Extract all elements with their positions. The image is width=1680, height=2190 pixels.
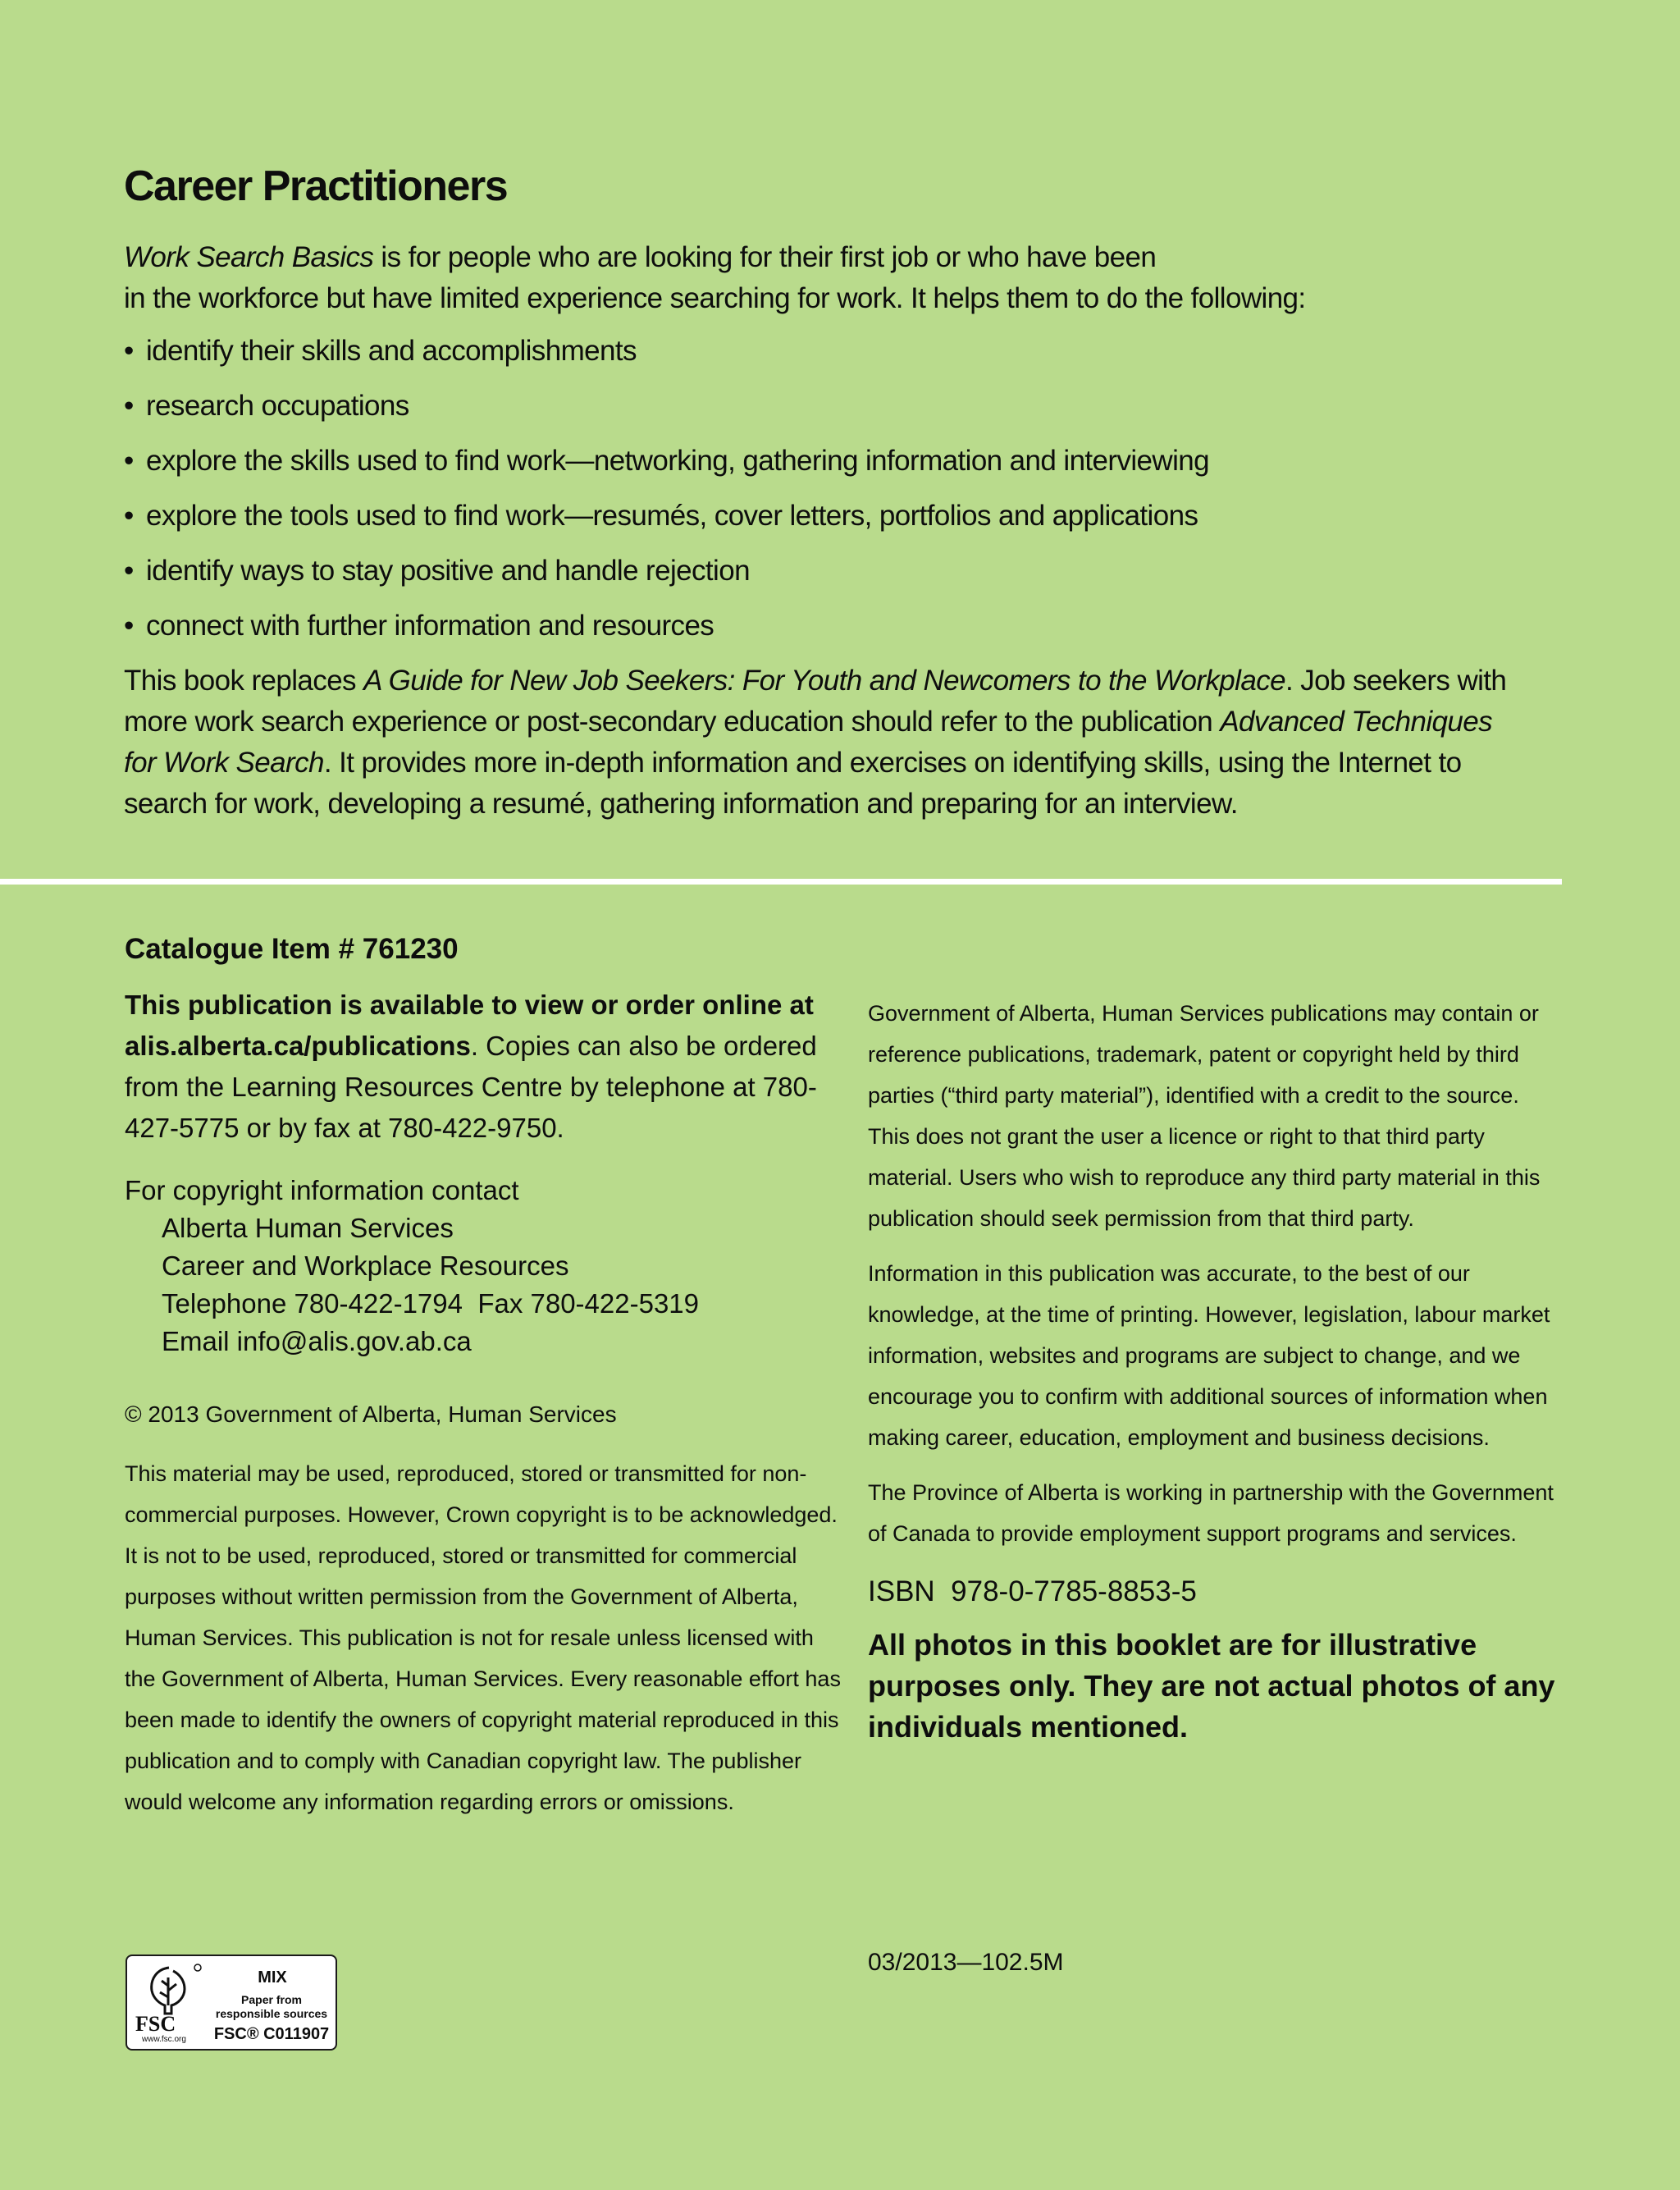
bullet-icon: • [124, 335, 134, 367]
print-code: 03/2013—102.5M [868, 1949, 1064, 1976]
replaces-text-2: . Job seekers with more work search experience or post-secondary education should refer to the publication [124, 665, 1507, 738]
advanced-book-title: Advanced Techniques for Work Search [124, 706, 1493, 779]
intro-line1: is for people who are looking for their first job or who have been [373, 241, 1157, 273]
partnership-paragraph: The Province of Alberta is working in partnership with the Government of Canada to provide employment support programs and services. [868, 1480, 1554, 1546]
bullet-icon: • [124, 500, 134, 532]
fsc-url: www.fsc.org [142, 2035, 186, 2044]
fsc-mix-label: MIX [258, 1968, 287, 1987]
fsc-wordmark: FSC [135, 2012, 176, 2036]
catalogue-item: Catalogue Item # 761230 [125, 933, 459, 965]
bullet-text: identify their skills and accomplishments [146, 335, 637, 367]
contact-line: Email info@alis.gov.ab.ca [162, 1326, 472, 1356]
fsc-paper-label: Paper from responsible sources [215, 1993, 328, 2020]
availability-rest: . Copies can also be ordered from the Learning Resources Centre by telephone at 780-427-5775 or by fax at 780-422-9750. [125, 1031, 817, 1143]
fsc-license-code: FSC® C011907 [213, 2025, 330, 2043]
material-usage-paragraph: This material may be used, reproduced, stored or transmitted for non-commercial purposes. However, Crown copyright is to be acknowledged. It is not to be used, reproduced, stored or transmitted for commercial purposes without written permission from the Government of Alberta, Human Services. This publication is not for resale unless licensed with the Government of Alberta, Human Services. Every reasonable effort has been made to identify the owners of copyright material reproduced in this publication and to comply with Canadian copyright law. The publisher would welcome any information regarding errors or omissions. [125, 1461, 841, 1814]
bullet-text: connect with further information and resources [146, 610, 714, 642]
copyright-notice: © 2013 Government of Alberta, Human Services [125, 1401, 617, 1427]
contact-heading: For copyright information contact [125, 1175, 519, 1205]
bullet-item [124, 331, 1518, 372]
bullet-icon: • [124, 555, 134, 587]
isbn: ISBN 978-0-7785-8853-5 [868, 1575, 1197, 1607]
replaces-paragraph [124, 661, 1518, 825]
bullet-item [124, 551, 1518, 592]
bullet-text: explore the skills used to find work—networking, gathering information and interviewing [146, 445, 1210, 477]
bullet-item [124, 496, 1518, 537]
bullet-item [124, 441, 1518, 482]
bullet-icon: • [124, 610, 134, 642]
contact-line: Career and Workplace Resources [162, 1250, 569, 1281]
replaced-book-title: A Guide for New Job Seekers: For Youth and Newcomers to the Workplace [363, 665, 1285, 697]
intro-paragraph [124, 237, 1518, 319]
contact-line: Telephone 780-422-1794 Fax 780-422-5319 [162, 1288, 700, 1319]
section-title: Career Practitioners [124, 162, 508, 210]
third-party-paragraph: Government of Alberta, Human Services publications may contain or reference publications, trademark, patent or copyright held by third parties (“third party material”), identified with a credit to the source. This does not grant the user a licence or right to that third party material. Users who wish to reproduce any third party material in this publication should seek permission from that third party. [868, 1001, 1541, 1231]
bullet-item [124, 606, 1518, 647]
copyright-contact-block [125, 1172, 699, 1360]
book-title-italic: Work Search Basics [124, 241, 374, 273]
skills-bullet-list [124, 331, 1518, 647]
replaces-text-3: . It provides more in-depth information and exercises on identifying skills, using the Internet to search for work, developing a resumé, gathering information and preparing for an interview. [124, 747, 1462, 820]
availability-paragraph [125, 985, 847, 1149]
replaces-text-1: This book replaces [124, 665, 364, 697]
fsc-logo [126, 1955, 337, 2051]
bullet-text: identify ways to stay positive and handle rejection [146, 555, 750, 587]
accuracy-paragraph: Information in this publication was accurate, to the best of our knowledge, at the time of printing. However, legislation, labour market information, websites and programs are subject to change, and we encourage you to confirm with additional sources of information when making career, education, employment and business decisions. [868, 1261, 1550, 1450]
right-column [868, 993, 1565, 1748]
bullet-text: research occupations [146, 390, 409, 422]
bullet-item [124, 386, 1518, 427]
contact-line: Alberta Human Services [162, 1213, 454, 1243]
availability-bold: This publication is available to view or order online at alis.alberta.ca/publications [125, 990, 814, 1061]
bullet-icon: • [124, 445, 134, 477]
career-practitioners-section [124, 160, 1518, 825]
bullet-text: explore the tools used to find work—resumés, cover letters, portfolios and applications [146, 500, 1198, 532]
photos-disclaimer: All photos in this booklet are for illustrative purposes only. They are not actual photos of any individuals mentioned. [868, 1628, 1555, 1744]
section-divider [0, 879, 1562, 885]
bullet-icon: • [124, 390, 134, 422]
intro-line2: in the workforce but have limited experience searching for work. It helps them to do the following: [124, 282, 1306, 314]
